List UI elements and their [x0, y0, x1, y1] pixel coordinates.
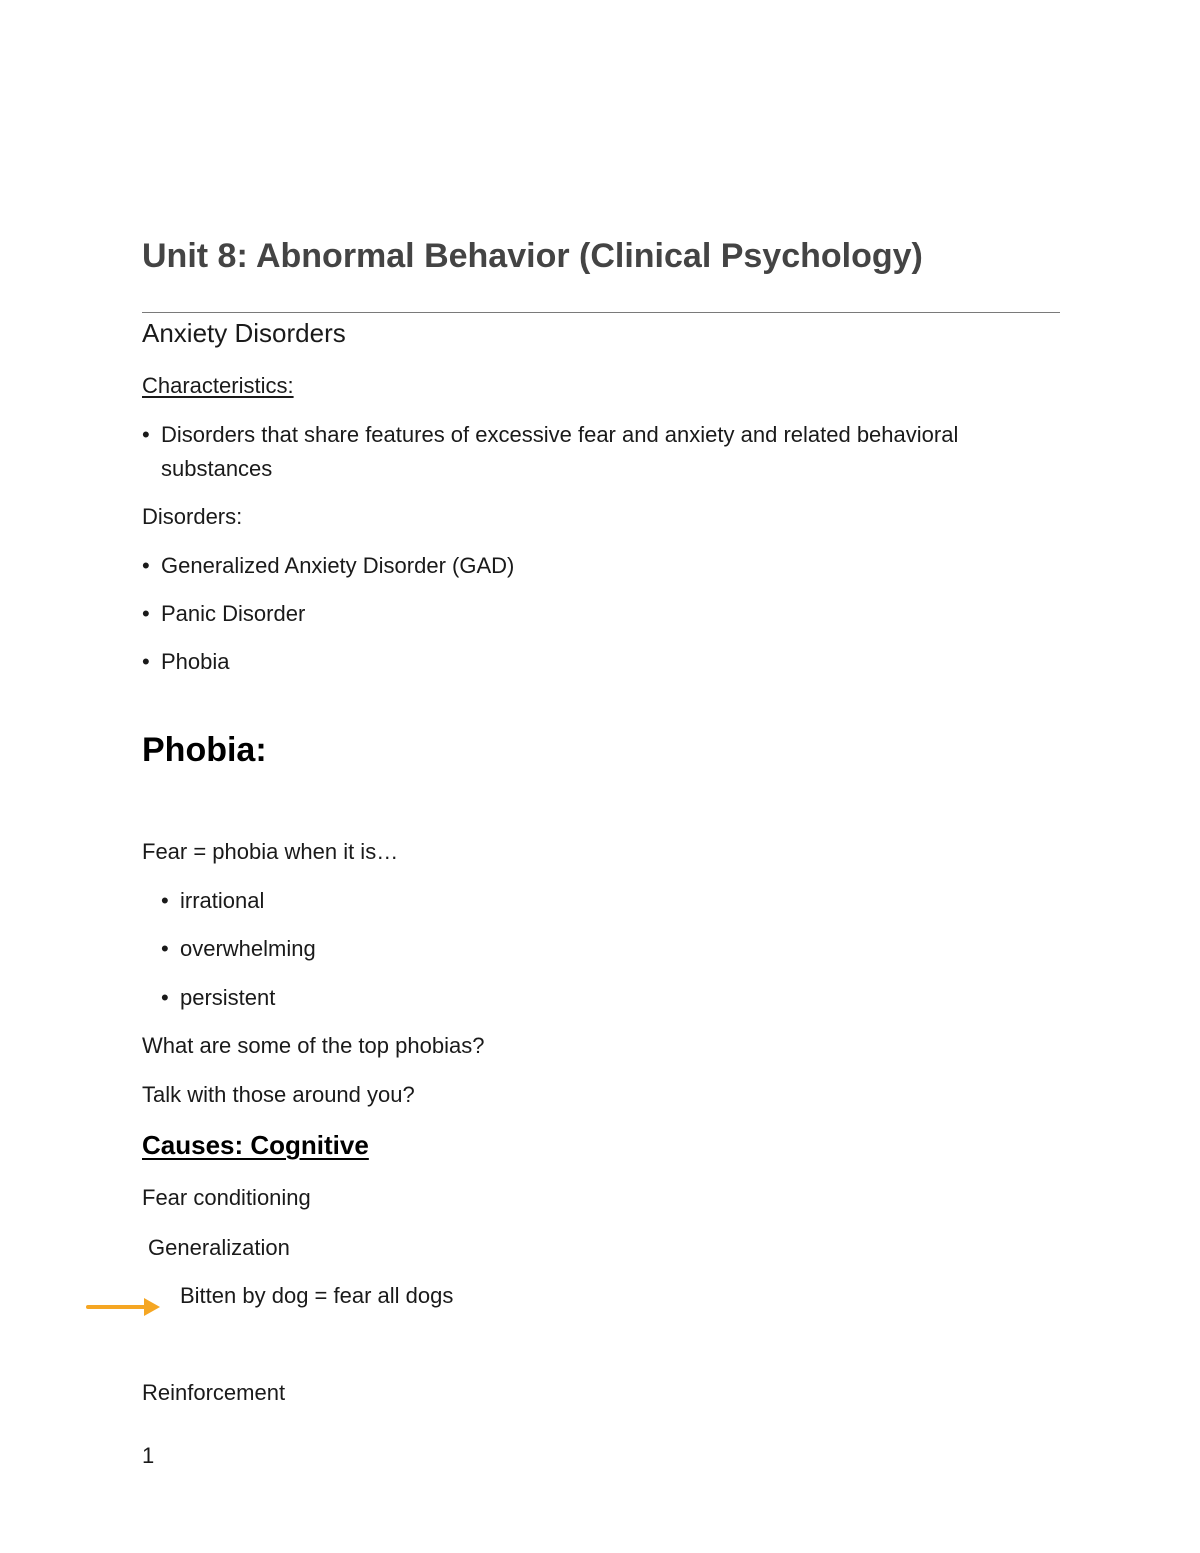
talk-question: Talk with those around you?	[142, 1082, 415, 1107]
bullet-glyph: •	[142, 601, 150, 626]
characteristics-item	[142, 422, 958, 448]
disorder-item-text: Generalized Anxiety Disorder (GAD)	[161, 553, 515, 578]
anxiety-disorders-heading: Anxiety Disorders	[142, 318, 346, 348]
page-number: 1	[142, 1443, 155, 1468]
disorder-item-gad	[142, 553, 514, 579]
characteristics-item-continuation: substances	[161, 456, 273, 481]
right-arrow-icon	[86, 1296, 162, 1318]
generalization-label: Generalization	[148, 1235, 290, 1260]
fear-conditioning-label: Fear conditioning	[142, 1185, 311, 1210]
bullet-glyph: •	[142, 422, 150, 447]
bullet-glyph: •	[142, 553, 150, 578]
characteristics-item-text: Disorders that share features of excessive fear and anxiety and related behavioral	[161, 422, 959, 447]
phobia-item-text: overwhelming	[180, 936, 316, 961]
bullet-glyph: •	[161, 888, 169, 913]
bullet-glyph: •	[161, 985, 169, 1010]
disorder-item-text: Phobia	[161, 649, 230, 674]
top-phobias-question: What are some of the top phobias?	[142, 1033, 485, 1058]
phobia-intro: Fear = phobia when it is…	[142, 839, 399, 864]
phobia-heading: Phobia:	[142, 731, 267, 769]
characteristics-label: Characteristics:	[142, 373, 294, 398]
title-divider	[142, 312, 1060, 313]
phobia-item-overwhelming	[161, 936, 316, 962]
phobia-item-irrational	[161, 888, 264, 914]
causes-cognitive-heading: Causes: Cognitive	[142, 1130, 369, 1160]
bullet-glyph: •	[142, 649, 150, 674]
disorders-label: Disorders:	[142, 504, 243, 529]
disorder-item-text: Panic Disorder	[161, 601, 306, 626]
disorder-item-panic	[142, 601, 305, 627]
reinforcement-label: Reinforcement	[142, 1380, 286, 1405]
phobia-item-text: irrational	[180, 888, 265, 913]
bullet-glyph: •	[161, 936, 169, 961]
disorder-item-phobia	[142, 649, 230, 675]
dog-example: Bitten by dog = fear all dogs	[180, 1283, 454, 1308]
phobia-item-text: persistent	[180, 985, 276, 1010]
phobia-item-persistent	[161, 985, 275, 1011]
page-title: Unit 8: Abnormal Behavior (Clinical Psychology)	[142, 237, 923, 275]
